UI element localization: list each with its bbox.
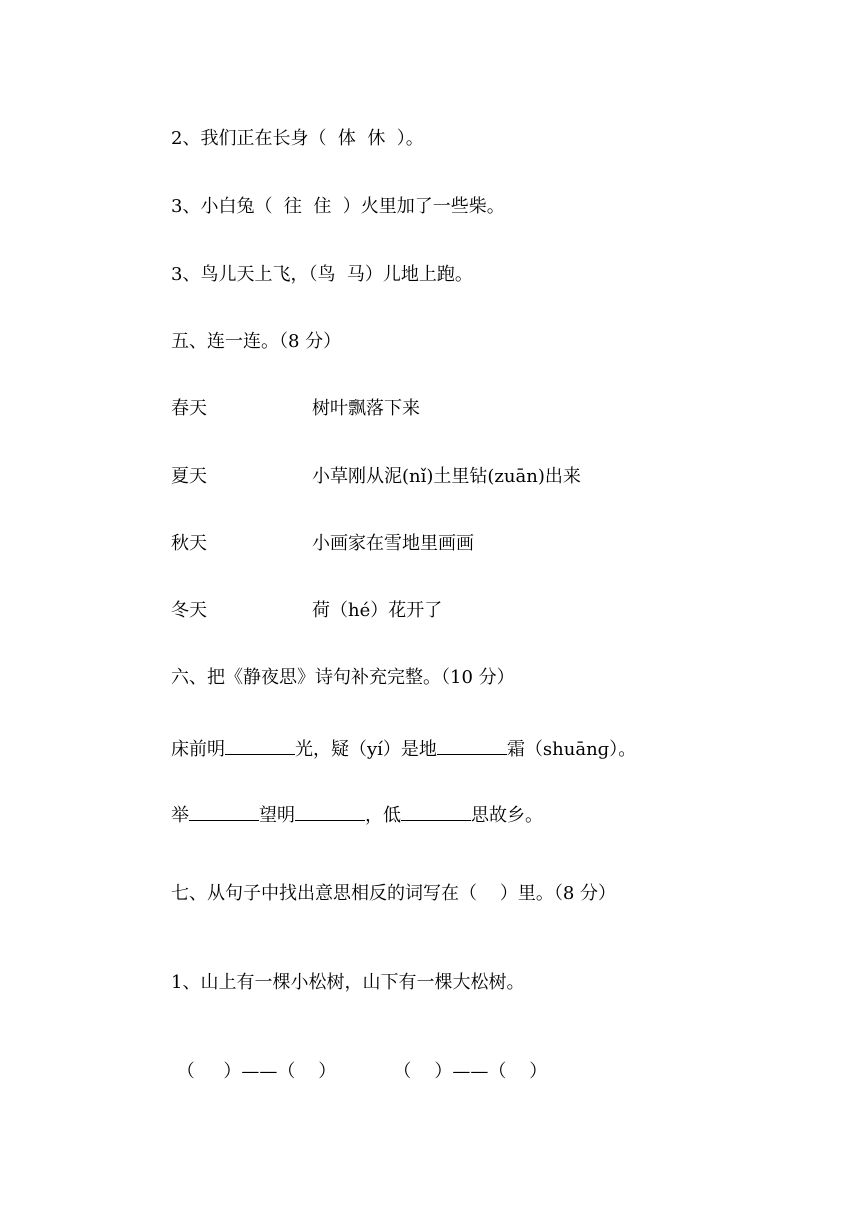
answer-brackets[interactable]: （ ）——（ ） （ ）——（ ） [171, 1061, 548, 1082]
poem-text: 举 [171, 805, 189, 826]
season-winter: 冬天 [171, 600, 207, 621]
fill-blank[interactable] [295, 802, 365, 821]
question-item: 1、山上有一棵小松树，山下有一棵大松树。 [171, 972, 525, 993]
match-phrase: 小画家在雪地里画画 [312, 533, 474, 554]
season-spring: 春天 [171, 398, 207, 419]
question-item: 3、小白兔（ 往 住 ）火里加了一些柴。 [171, 196, 505, 217]
poem-text: ，低 [365, 805, 401, 826]
fill-blank[interactable] [225, 736, 295, 755]
poem-text: 霜（shuānɡ）。 [506, 739, 637, 760]
season-autumn: 秋天 [171, 533, 207, 554]
section-six-title: 六、把《静夜思》诗句补充完整。（10 分） [171, 667, 515, 688]
match-phrase: 荷（hé）花开了 [312, 600, 443, 621]
poem-text: 床前明 [171, 739, 225, 760]
match-phrase: 树叶飘落下来 [312, 398, 420, 419]
section-five-title: 五、连一连。（8 分） [171, 331, 342, 352]
match-phrase: 小草刚从泥(nǐ)土里钻(zuān)出来 [312, 466, 581, 487]
fill-blank[interactable] [401, 802, 471, 821]
poem-text: 思故乡。 [471, 805, 543, 826]
fill-blank[interactable] [189, 802, 259, 821]
question-item: 2、我们正在长身（ 体 休 ）。 [171, 128, 424, 149]
poem-line-1 [171, 736, 636, 762]
section-seven-title: 七、从句子中找出意思相反的词写在（ ）里。（8 分） [171, 883, 617, 904]
poem-text: 望明 [259, 805, 295, 826]
fill-blank[interactable] [437, 736, 507, 755]
poem-text: 光，疑（yí）是地 [295, 739, 437, 760]
poem-line-2 [171, 802, 543, 828]
question-item: 3、鸟儿天上飞，（鸟 马）儿地上跑。 [171, 264, 473, 285]
season-summer: 夏天 [171, 466, 207, 487]
